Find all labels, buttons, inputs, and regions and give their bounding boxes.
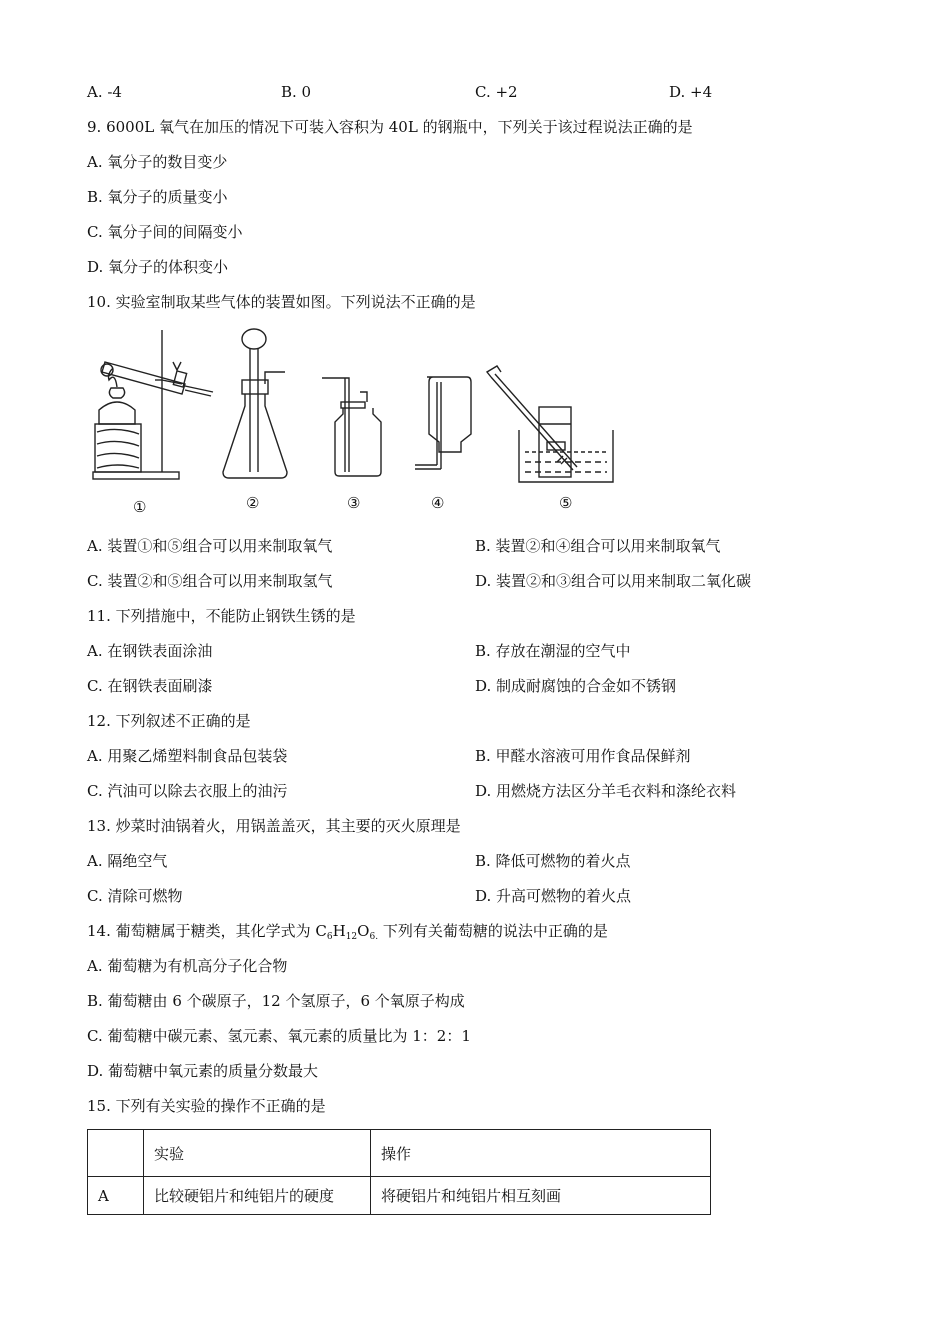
q9-option-d: D. 氧分子的体积变小 <box>87 258 229 276</box>
q9-option-b: B. 氧分子的质量变小 <box>87 188 228 206</box>
q14-option-a: A. 葡萄糖为有机高分子化合物 <box>87 957 288 975</box>
apparatus-2-drawing <box>223 329 287 478</box>
table-row <box>88 1177 711 1215</box>
q14-stem-after: 下列有关葡萄糖的说法中正确的是 <box>378 922 608 940</box>
apparatus-5-drawing <box>487 366 613 482</box>
q11-option-d: D. 制成耐腐蚀的合金如不锈钢 <box>475 677 677 695</box>
figure-label-2: ② <box>246 494 260 512</box>
q14-sub-o: 6. <box>369 932 379 942</box>
q11-option-b: B. 存放在潮湿的空气中 <box>475 642 631 660</box>
table-header-cell <box>88 1130 144 1177</box>
apparatus-4-drawing <box>415 377 471 469</box>
table-header-cell: 实验 <box>144 1130 371 1177</box>
q13-option-a: A. 隔绝空气 <box>87 852 168 870</box>
q10-option-b: B. 装置②和④组合可以用来制取氧气 <box>475 537 721 555</box>
q9-option-c: C. 氧分子间的间隔变小 <box>87 223 243 241</box>
q12-option-b: B. 甲醛水溶液可用作食品保鲜剂 <box>475 747 691 765</box>
q15-table <box>87 1129 711 1215</box>
q10-option-a: A. 装置①和⑤组合可以用来制取氧气 <box>87 537 333 555</box>
q14-h: H <box>332 922 346 940</box>
q13-option-b: B. 降低可燃物的着火点 <box>475 852 631 870</box>
q14-o: O <box>357 922 370 940</box>
figure-label-1: ① <box>133 498 147 516</box>
q12-stem: 12. 下列叙述不正确的是 <box>87 712 251 730</box>
q15-stem: 15. 下列有关实验的操作不正确的是 <box>87 1097 326 1115</box>
q9-option-a: A. 氧分子的数目变少 <box>87 153 228 171</box>
q11-option-c: C. 在钢铁表面刷漆 <box>87 677 213 695</box>
q10-option-d: D. 装置②和③组合可以用来制取二氧化碳 <box>475 572 752 590</box>
q8-option-c: C. +2 <box>475 83 518 101</box>
q14-sub-h: 12 <box>345 932 358 942</box>
q9-stem: 9. 6000L 氧气在加压的情况下可装入容积为 40L 的钢瓶中，下列关于该过程说法正确的是 <box>87 118 693 136</box>
q10-option-c: C. 装置②和⑤组合可以用来制取氢气 <box>87 572 333 590</box>
q8-option-a: A. -4 <box>87 83 122 101</box>
q12-option-d: D. 用燃烧方法区分羊毛衣料和涤纶衣料 <box>475 782 737 800</box>
table-header-row <box>88 1130 711 1177</box>
table-header-cell: 操作 <box>371 1130 711 1177</box>
q14-stem-before: 14. 葡萄糖属于糖类，其化学式为 C <box>87 922 327 940</box>
lab-apparatus-figure <box>87 322 727 522</box>
q11-stem: 11. 下列措施中，不能防止钢铁生锈的是 <box>87 607 356 625</box>
q14-stem <box>87 921 608 941</box>
q13-stem: 13. 炒菜时油锅着火，用锅盖盖灭，其主要的灭火原理是 <box>87 817 461 835</box>
q13-option-c: C. 清除可燃物 <box>87 887 183 905</box>
apparatus-3-drawing <box>322 378 381 476</box>
q14-option-b: B. 葡萄糖由 6 个碳原子，12 个氢原子，6 个氧原子构成 <box>87 992 465 1010</box>
table-cell: 比较硬铝片和纯铝片的硬度 <box>144 1177 371 1215</box>
q14-option-c: C. 葡萄糖中碳元素、氢元素、氧元素的质量比为 1：2：1 <box>87 1027 471 1045</box>
q13-option-d: D. 升高可燃物的着火点 <box>475 887 632 905</box>
table-cell: 将硬铝片和纯铝片相互刻画 <box>371 1177 711 1215</box>
figure-label-5: ⑤ <box>559 494 573 512</box>
q12-option-c: C. 汽油可以除去衣服上的油污 <box>87 782 288 800</box>
q10-stem: 10. 实验室制取某些气体的装置如图。下列说法不正确的是 <box>87 293 476 311</box>
table-cell: A <box>88 1177 144 1215</box>
apparatus-1-drawing <box>93 330 213 479</box>
q14-option-d: D. 葡萄糖中氧元素的质量分数最大 <box>87 1062 319 1080</box>
q14-sub-c: 6 <box>326 932 333 942</box>
q12-option-a: A. 用聚乙烯塑料制食品包装袋 <box>87 747 288 765</box>
figure-label-3: ③ <box>347 494 361 512</box>
q8-option-b: B. 0 <box>281 83 312 101</box>
q8-option-d: D. +4 <box>669 83 713 101</box>
q11-option-a: A. 在钢铁表面涂油 <box>87 642 213 660</box>
figure-label-4: ④ <box>431 494 445 512</box>
